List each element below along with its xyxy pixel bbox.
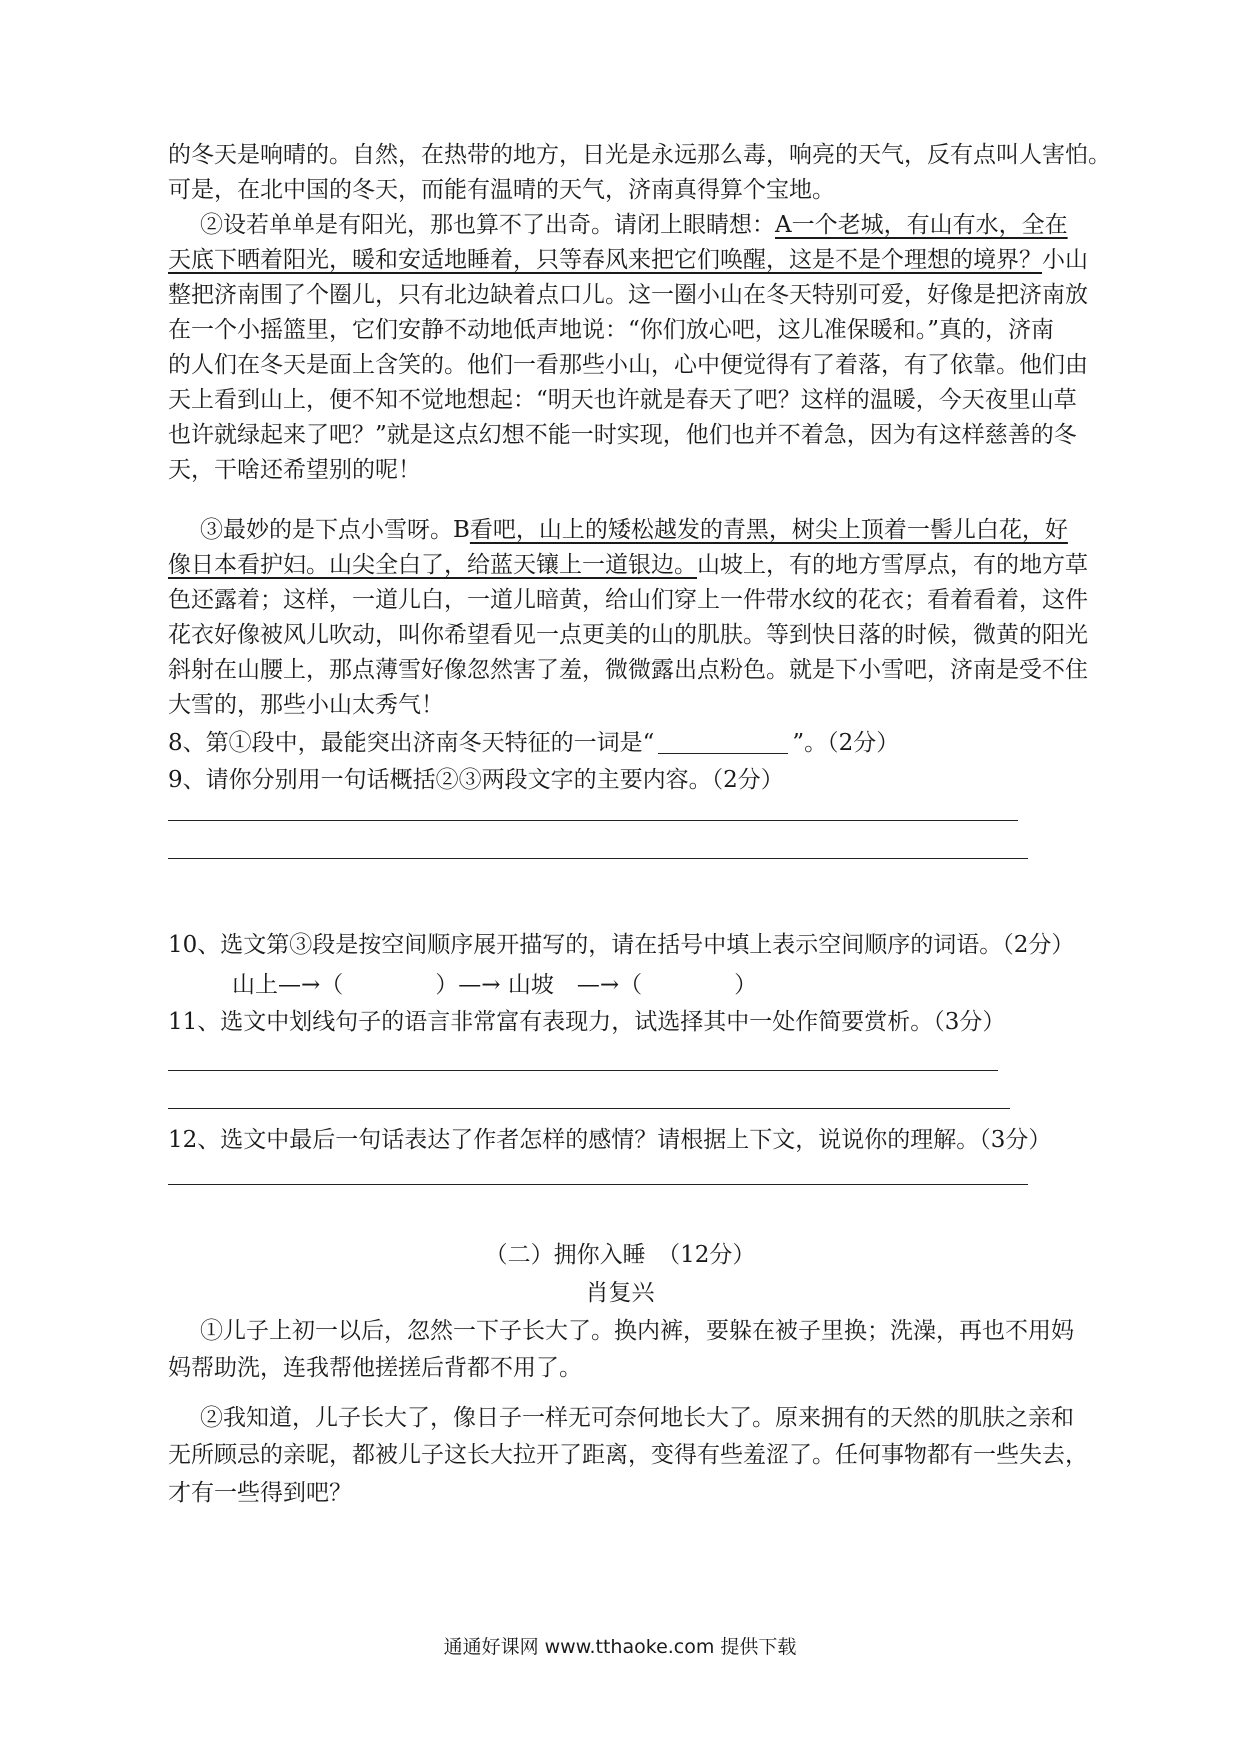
paragraph-3-line xyxy=(168,550,1088,580)
passage-line: 才有一些得到吧？ xyxy=(168,1480,352,1506)
passage-line: 斜射在山腰上，那点薄雪好像忽然害了羞，微微露出点粉色。就是下小雪吧，济南是受不住 xyxy=(168,657,1088,683)
passage-line: 大雪的，那些小山太秀气！ xyxy=(168,692,444,718)
answer-line[interactable] xyxy=(168,1108,1010,1109)
paragraph-2-line xyxy=(168,245,1088,275)
question-text: 8、第①段中，最能突出济南冬天特征的一词是“ xyxy=(168,730,655,756)
passage-line: 花衣好像被风儿吹动，叫你希望看见一点更美的山的肌肤。等到快日落的时候，微黄的阳光 xyxy=(168,622,1088,648)
passage-line: 可是，在北中国的冬天，而能有温晴的天气，济南真得算个宝地。 xyxy=(168,177,835,203)
passage-line: 天上看到山上，便不知不觉地想起：“明天也许就是春天了吧？这样的温暖，今天夜里山草 xyxy=(168,387,1077,413)
passage-line: 在一个小摇篮里，它们安静不动地低声地说：“你们放心吧，这儿准保暖和。”真的，济南 xyxy=(168,317,1055,343)
question-11: 11、选文中划线句子的语言非常富有表现力，试选择其中一处作简要赏析。（3分） xyxy=(168,1009,1006,1035)
answer-line[interactable] xyxy=(168,820,1018,821)
passage-line: 的冬天是响晴的。自然，在热带的地方，日光是永远那么毒，响亮的天气，反有点叫人害怕。 xyxy=(168,142,1111,168)
passage-line: 天，干啥还希望别的呢！ xyxy=(168,457,421,483)
answer-line[interactable] xyxy=(168,1184,1028,1185)
paragraph-text: ②设若单单是有阳光，那也算不了出奇。请闭上眼睛想： xyxy=(200,212,775,238)
section-title: （二）拥你入睡 （12分） xyxy=(484,1242,756,1268)
question-text: ”。（2分） xyxy=(792,730,900,756)
underlined-sentence-a: 天底下晒着阳光，暖和安适地睡着，只等春风来把它们唤醒，这是不是个理想的境界？ xyxy=(168,247,1042,273)
underlined-sentence-a: A一个老城，有山有水，全在 xyxy=(775,212,1068,238)
paragraph-3-line xyxy=(200,515,1068,545)
paragraph-2-line xyxy=(200,210,1068,240)
paragraph-text: ③最妙的是下点小雪呀。B xyxy=(200,517,470,543)
underlined-sentence-b: 看吧，山上的矮松越发的青黑，树尖上顶着一髻儿白花，好 xyxy=(469,517,1068,543)
passage-line: 妈帮助洗，连我帮他搓搓后背都不用了。 xyxy=(168,1355,582,1381)
paragraph-text: 小山 xyxy=(1042,247,1088,273)
passage-line: 整把济南围了个圈儿，只有北边缺着点口儿。这一圈小山在冬天特别可爱，好像是把济南放 xyxy=(168,282,1088,308)
footer-credit: 通通好课网 www.tthaoke.com 提供下载 xyxy=(443,1636,797,1658)
passage-line: 色还露着；这样，一道儿白，一道儿暗黄，给山们穿上一件带水纹的花衣；看着看着，这件 xyxy=(168,587,1088,613)
question-8 xyxy=(168,728,899,758)
question-9: 9、请你分别用一句话概括②③两段文字的主要内容。（2分） xyxy=(168,767,784,793)
space-sequence: 山上—→（ ）—→ 山坡 —→（ ） xyxy=(232,972,758,998)
passage-line: ①儿子上初一以后，忽然一下子长大了。换内裤，要躲在被子里换；洗澡，再也不用妈 xyxy=(200,1318,1074,1344)
underlined-sentence-b: 像日本看护妇。山尖全白了，给蓝天镶上一道银边。 xyxy=(168,552,697,578)
question-10: 10、选文第③段是按空间顺序展开描写的，请在括号中填上表示空间顺序的词语。（2分） xyxy=(168,932,1075,958)
passage-line: 也许就绿起来了吧？”就是这点幻想不能一时实现，他们也并不着急，因为有这样慈善的冬 xyxy=(168,422,1077,448)
question-12: 12、选文中最后一句话表达了作者怎样的感情？请根据上下文，说说你的理解。（3分） xyxy=(168,1127,1052,1153)
paragraph-text: 山坡上，有的地方雪厚点，有的地方草 xyxy=(697,552,1088,578)
answer-line[interactable] xyxy=(168,1070,998,1071)
passage-line: 无所顾忌的亲昵，都被儿子这长大拉开了距离，变得有些羞涩了。任何事物都有一些失去， xyxy=(168,1442,1088,1468)
passage-line: 的人们在冬天是面上含笑的。他们一看那些小山，心中便觉得有了着落，有了依靠。他们由 xyxy=(168,352,1088,378)
answer-blank[interactable] xyxy=(658,731,788,754)
answer-line[interactable] xyxy=(168,858,1028,859)
author: 肖复兴 xyxy=(585,1280,655,1306)
passage-line: ②我知道，儿子长大了，像日子一样无可奈何地长大了。原来拥有的天然的肌肤之亲和 xyxy=(200,1405,1074,1431)
